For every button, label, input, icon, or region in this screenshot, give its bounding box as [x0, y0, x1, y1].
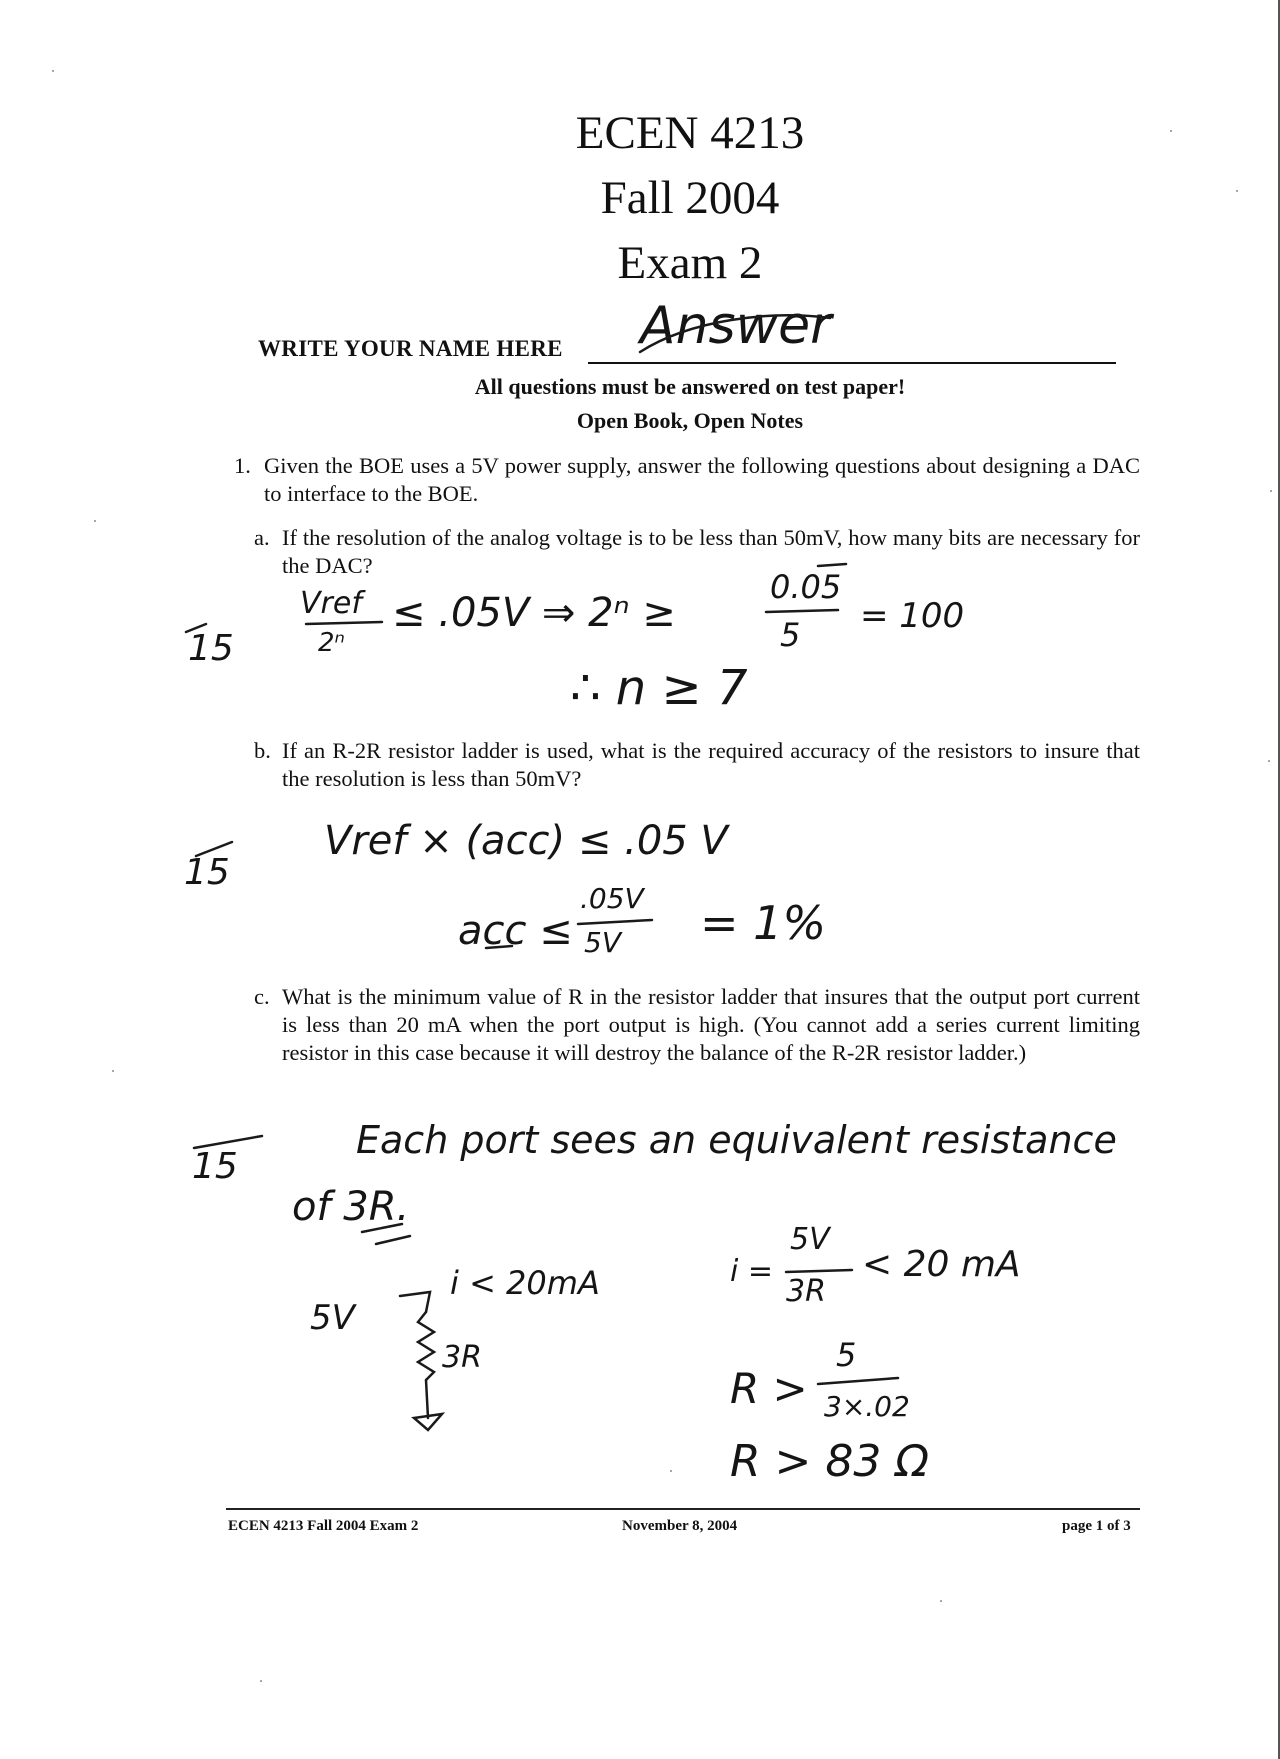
part-c-line1: Each port sees an equivalent resistance: [356, 1118, 1117, 1162]
part-c-ground: [414, 1414, 442, 1430]
scan-speck: [52, 70, 54, 72]
part-b-letter: b.: [254, 738, 271, 763]
scan-speck: [94, 520, 96, 522]
scan-speck: [1270, 490, 1272, 492]
part-a-conclusion: ∴ n ≥ 7: [570, 660, 748, 716]
scan-speck: [260, 1680, 262, 1682]
part-b-acc: acc ≤: [458, 908, 573, 954]
part-c-current-label: i < 20mA: [450, 1264, 600, 1302]
part-a-vref: Vref: [300, 586, 362, 621]
part-b-frac-bar: [578, 920, 652, 924]
part-b-text: If an R-2R resistor ladder is used, what is the required accuracy of the resistors to insure that the resolution is less than 50mV?: [282, 738, 1140, 791]
course-title: ECEN 4213: [575, 107, 805, 159]
scan-speck: [1170, 130, 1172, 132]
instruction-2: Open Book, Open Notes: [576, 408, 804, 433]
footer-center: November 8, 2004: [622, 1518, 738, 1534]
part-b-result: = 1%: [700, 896, 827, 950]
part-c-score: 15: [192, 1146, 238, 1187]
scan-speck: [1236, 190, 1238, 192]
name-label: WRITE YOUR NAME HERE: [258, 336, 563, 361]
part-a-score: 15: [188, 628, 234, 669]
exam-title: Exam 2: [617, 237, 763, 289]
part-c-letter: c.: [254, 984, 270, 1009]
part-a-letter: a.: [254, 525, 270, 550]
part-c-3r-underline: [362, 1224, 410, 1244]
part-c-wire-top: [400, 1292, 430, 1312]
question-number: 1.: [234, 453, 251, 478]
part-a-frac-bar: [766, 610, 838, 612]
part-a-score-tick: [186, 624, 206, 632]
part-c-eq2-lhs: R >: [730, 1364, 808, 1413]
part-c-score-tick: [194, 1136, 262, 1148]
part-c-text: What is the minimum value of R in the resistor ladder that insures that the output port current is less than 20 mA when the port output is high. (You cannot add a series current limiting resistor in this case because it will destroy the balance of the R-2R resistor ladder.): [282, 984, 1140, 1065]
term-title: Fall 2004: [600, 172, 780, 224]
part-b-score: 15: [184, 852, 230, 893]
part-a-2n: 2ⁿ: [318, 628, 345, 658]
scan-speck: [1268, 760, 1270, 762]
part-c-eq1-lhs: i =: [730, 1254, 774, 1289]
part-a-vref-bar: [306, 622, 382, 624]
part-c-eq2-bar: [818, 1378, 898, 1384]
part-c-eq1-rhs: < 20 mA: [862, 1244, 1021, 1285]
part-c-eq3: R > 83 Ω: [730, 1436, 930, 1487]
part-a-text: If the resolution of the analog voltage is to be less than 50mV, how many bits are necessary for the DAC?: [282, 525, 1140, 578]
name-flourish: [640, 315, 830, 352]
name-value: Answer: [640, 296, 832, 356]
part-a-result: = 100: [860, 596, 965, 636]
scan-speck: [112, 1070, 114, 1072]
part-c-resistor-label: 3R: [442, 1340, 482, 1375]
part-b-frac-num: .05V: [580, 882, 644, 915]
part-b-line1: Vref × (acc) ≤ .05 V: [324, 818, 728, 864]
part-c-resistor: [418, 1312, 434, 1380]
part-c-wire-bottom: [426, 1380, 428, 1418]
part-b-acc-underline: [486, 946, 512, 948]
footer-rule: [226, 1508, 1140, 1510]
part-b-frac-den: 5V: [584, 926, 621, 959]
part-b-score-tick: [196, 842, 232, 856]
part-c-line2: of 3R.: [292, 1184, 410, 1230]
part-c-eq2-den: 3×.02: [824, 1390, 910, 1423]
part-a-frac-mark: [818, 564, 846, 566]
part-a-frac-num: 0.05: [770, 568, 842, 606]
part-a-inequality: ≤ .05V ⇒ 2ⁿ ≥: [392, 590, 676, 636]
question-text: Given the BOE uses a 5V power supply, answer the following questions about designing a DAC to interface to the BOE.: [264, 453, 1140, 506]
part-c-eq1-den: 3R: [786, 1274, 826, 1309]
part-c-supply: 5V: [310, 1298, 355, 1338]
part-c-eq2-num: 5: [836, 1336, 857, 1374]
part-c-eq1-bar: [786, 1270, 852, 1272]
scan-speck: [940, 1600, 942, 1602]
footer-left: ECEN 4213 Fall 2004 Exam 2: [228, 1518, 419, 1534]
scan-speck: [670, 1470, 672, 1472]
part-a-frac-den: 5: [780, 616, 801, 654]
part-c-eq1-num: 5V: [790, 1222, 830, 1257]
instruction-1: All questions must be answered on test paper!: [474, 374, 906, 399]
footer-right: page 1 of 3: [1062, 1518, 1131, 1534]
